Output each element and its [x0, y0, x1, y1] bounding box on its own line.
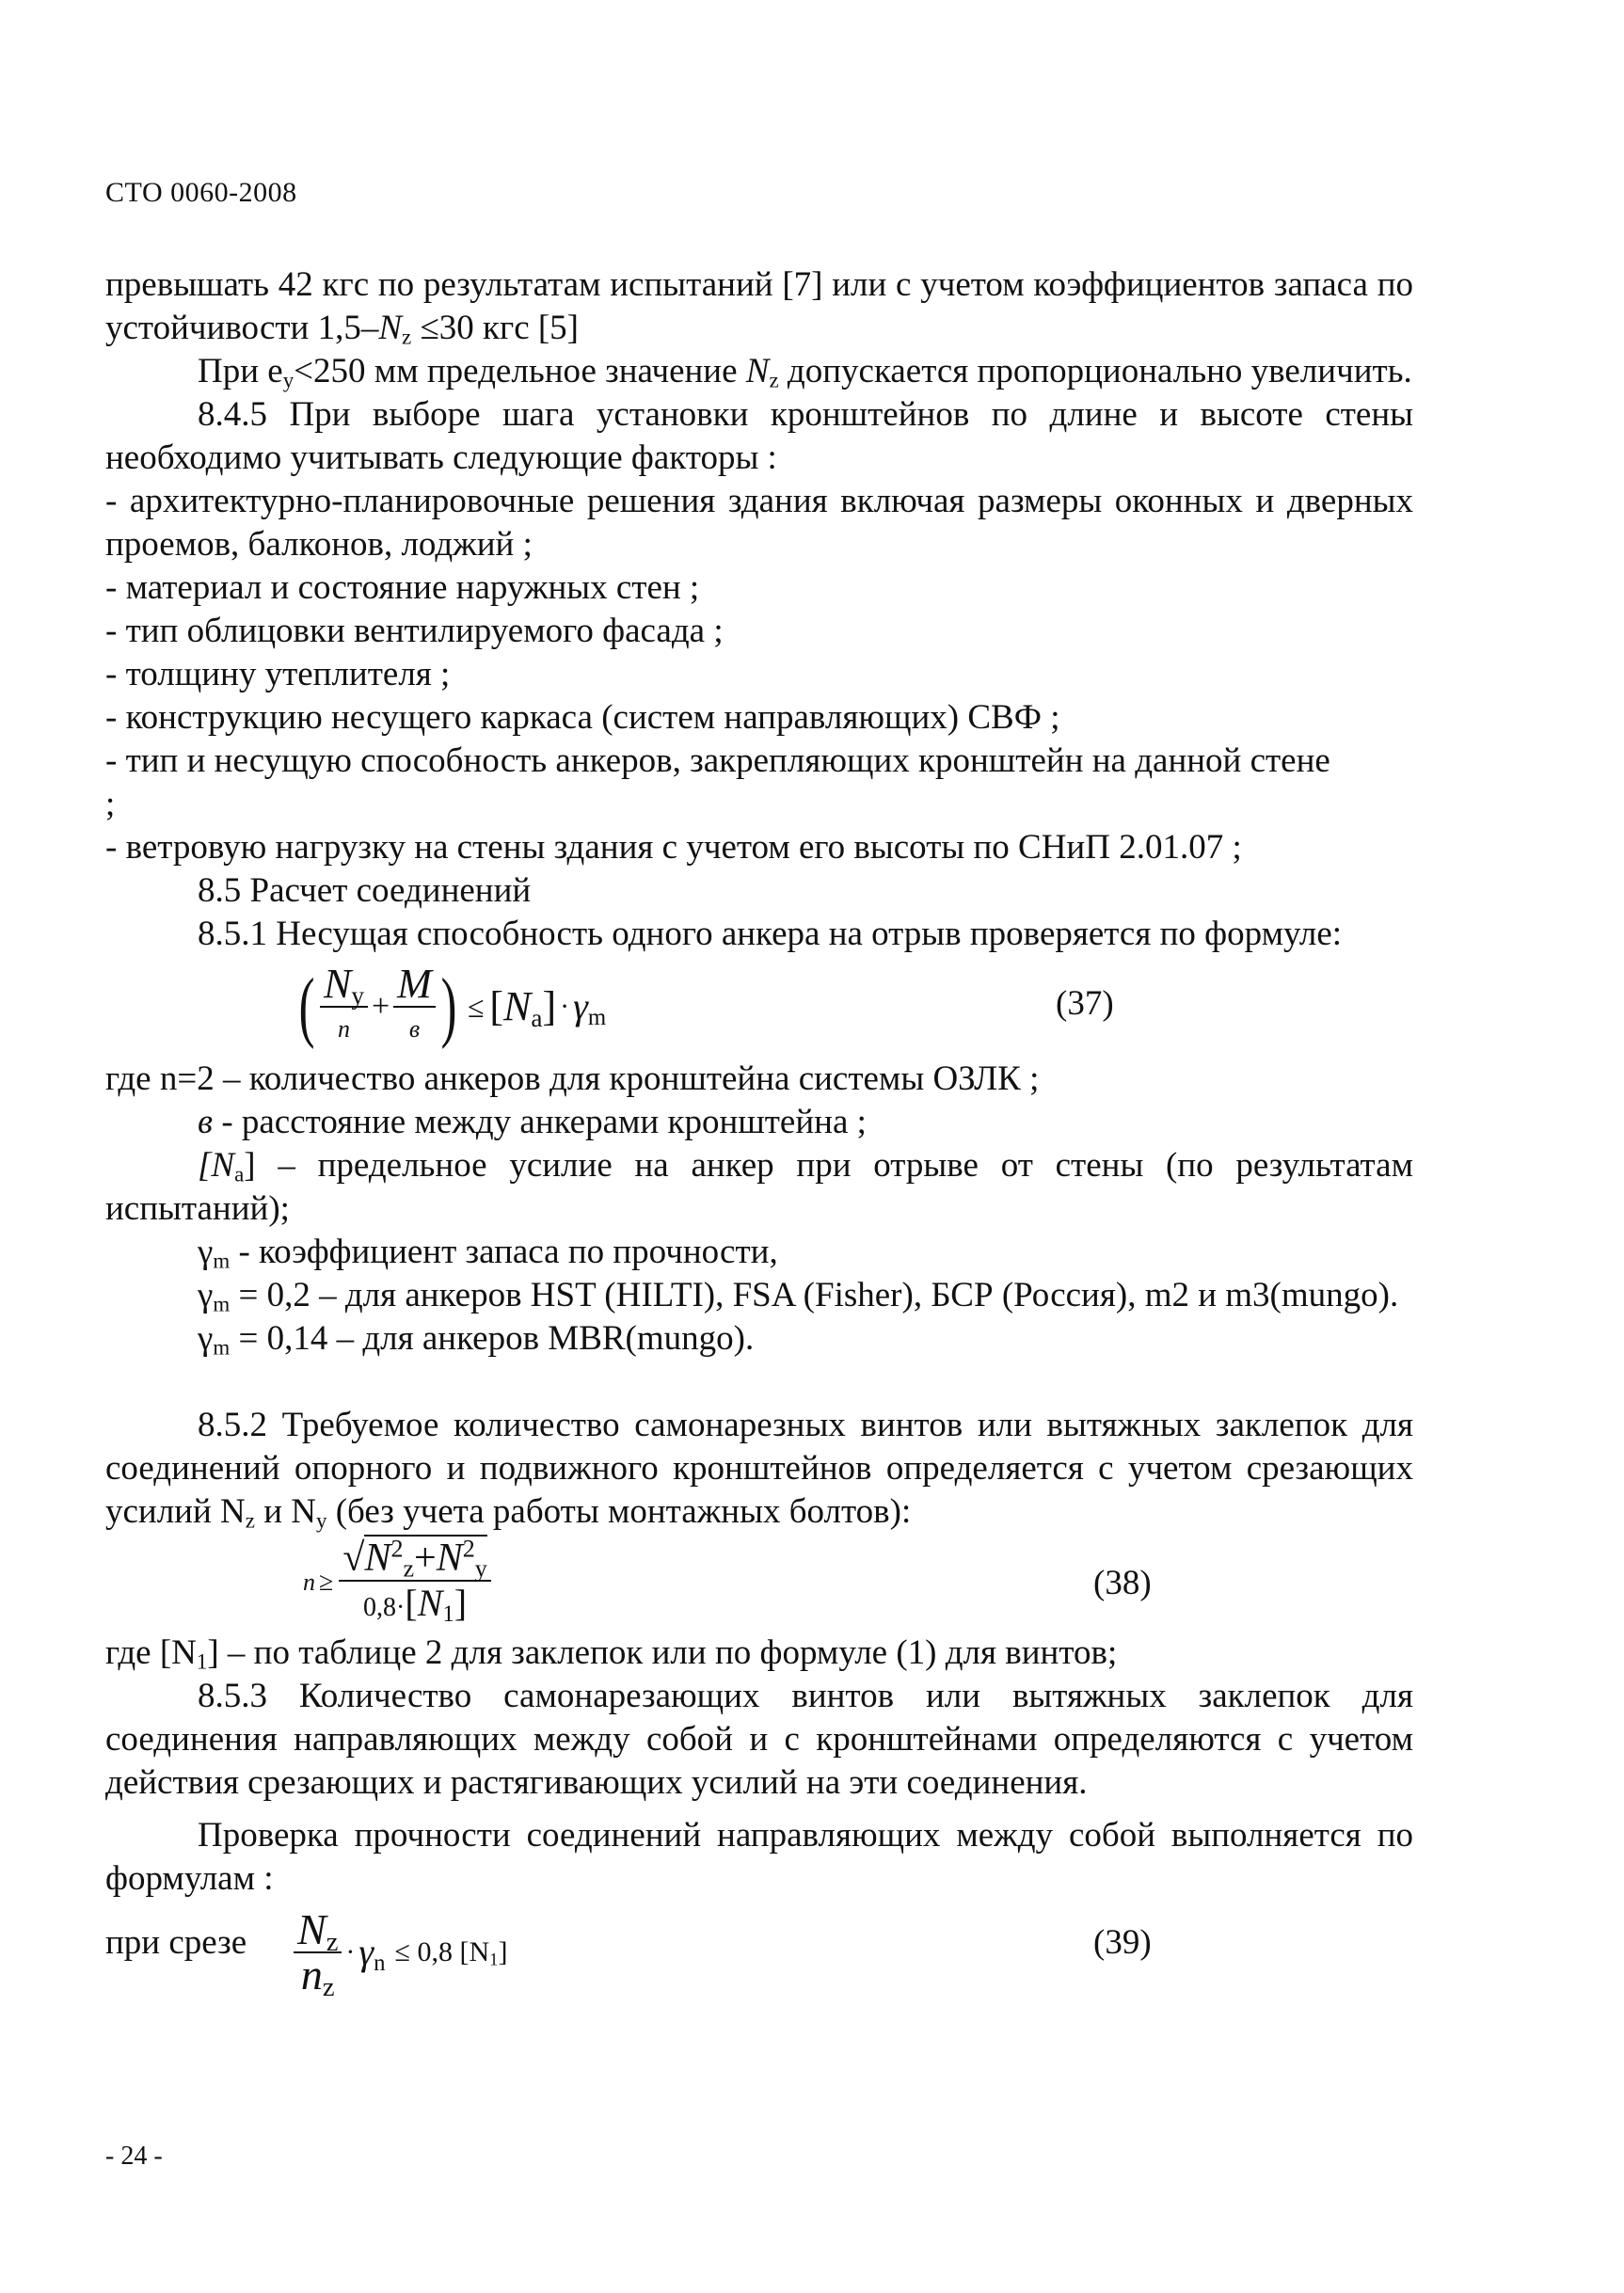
- formula-38: [105, 1534, 1413, 1632]
- paragraph-8-4-5: 8.4.5 При выборе шага установки кронштейнов по длине и высоте стены необходимо учитывать следующие факторы :: [105, 395, 1413, 477]
- factor-item: - ветровую нагрузку на стены здания с учетом его высоты по СНиП 2.01.07 ;: [105, 828, 1242, 867]
- frac-nz-nz: $\frac{N_z}{n_z}$: [294, 1908, 342, 1997]
- where-gamma: $\gamma_m$ - коэффициент запаса по прочности,: [198, 1233, 778, 1273]
- paragraph-continuation: превышать 42 кгс по результатам испытаний [7] или с учетом коэффициентов запаса по устойчивости $1,5-N_z \le 30$ кгс [5]: [105, 265, 1413, 349]
- formula-39: [105, 1901, 1413, 2004]
- page-number: - 24 -: [105, 2142, 163, 2171]
- paragraph-8-5-3: 8.5.3 Количество самонарезающих винтов или вытяжных заклепок для соединения направляющих между собой и с кронштейнами определяются с учетом действия срезающих и растягивающих усилий на эти соединения.: [105, 1677, 1413, 1802]
- paragraph-check: Проверка прочности соединений направляющих между собой выполняется по формулам :: [105, 1816, 1413, 1898]
- formula-37-expr: ( $\frac{N_y}{n}$ + $\frac{M}{в}$ ) ≤ $[N_a]$ · $\gamma_m$: [298, 961, 607, 1050]
- equation-number: (37): [1056, 984, 1114, 1023]
- paragraph-8-5-1: 8.5.1 Несущая способность одного анкера на отрыв проверяется по формуле:: [198, 915, 1343, 953]
- factor-item: - тип и несущую способность анкеров, закрепляющих кронштейн на данной стене: [105, 741, 1330, 780]
- document-code: СТО 0060-2008: [105, 177, 297, 208]
- frac-sqrt: $\frac{√N^2_z+N^2_y}{0,8\cdot[N_1]}$: [339, 1537, 490, 1630]
- where-b: в - расстояние между анкерами кронштейна ;: [198, 1103, 867, 1141]
- where-n1: где $[N_1]$ – по таблице 2 для заклепок или по формуле (1) для винтов;: [105, 1633, 1118, 1674]
- formula-38-expr: n ≥ $\frac{√N^2_z+N^2_y}{0,8\cdot[N_1]}$: [303, 1534, 491, 1632]
- where-na: $[N_a]$ – предельное усилие на анкер при отрыве от стены (по результатам испытаний);: [105, 1146, 1413, 1228]
- paragraph-ey: При $e_y<250$ мм предельное значение $N_z$ допускается пропорционально увеличить.: [198, 352, 1412, 392]
- formula-label: при срезе: [105, 1923, 247, 1962]
- where-gamma-014: $\gamma_m = 0,14$ – для анкеров MBR(mungo).: [198, 1319, 755, 1360]
- factor-item: - архитектурно-планировочные решения здания включая размеры оконных и дверных проемов, балконов, лоджий ;: [105, 482, 1413, 564]
- frac-m-b: $\frac{M}{в}$: [393, 963, 436, 1051]
- formula-39-expr: $\frac{N_z}{n_z}$ · $\gamma_n$ ≤ 0,8 $[N_1]$: [294, 1901, 507, 2004]
- section-title-8-5: 8.5 Расчет соединений: [198, 871, 532, 910]
- equation-number: (39): [1093, 1923, 1152, 1962]
- factor-item: ;: [105, 785, 116, 823]
- equation-number: (38): [1093, 1564, 1152, 1602]
- body-text: [105, 263, 1413, 2004]
- paragraph-8-5-2: 8.5.2 Требуемое количество самонарезных винтов или вытяжных заклепок для соединений опорного и подвижного кронштейнов определяется с учетом срезающих усилий $N_z$ и $N_y$ (без учета работы монтажных болтов):: [105, 1406, 1413, 1533]
- factor-item: - тип облицовки вентилируемого фасада ;: [105, 612, 724, 650]
- factor-item: - конструкцию несущего каркаса (систем направляющих) СВФ ;: [105, 698, 1060, 737]
- formula-37: [105, 956, 1413, 1058]
- factor-item: - толщину утеплителя ;: [105, 655, 451, 693]
- where-n: где n=2 – количество анкеров для кронштейна системы ОЗЛК ;: [105, 1059, 1040, 1098]
- factor-item: - материал и состояние наружных стен ;: [105, 568, 700, 607]
- frac-ny-n: $\frac{N_y}{n}$: [320, 963, 368, 1051]
- where-gamma-02: $\gamma_m = 0,2$ – для анкеров HST (HILTI), FSA (Fisher), БСР (Россия), m2 и m3(mungo).: [198, 1276, 1399, 1316]
